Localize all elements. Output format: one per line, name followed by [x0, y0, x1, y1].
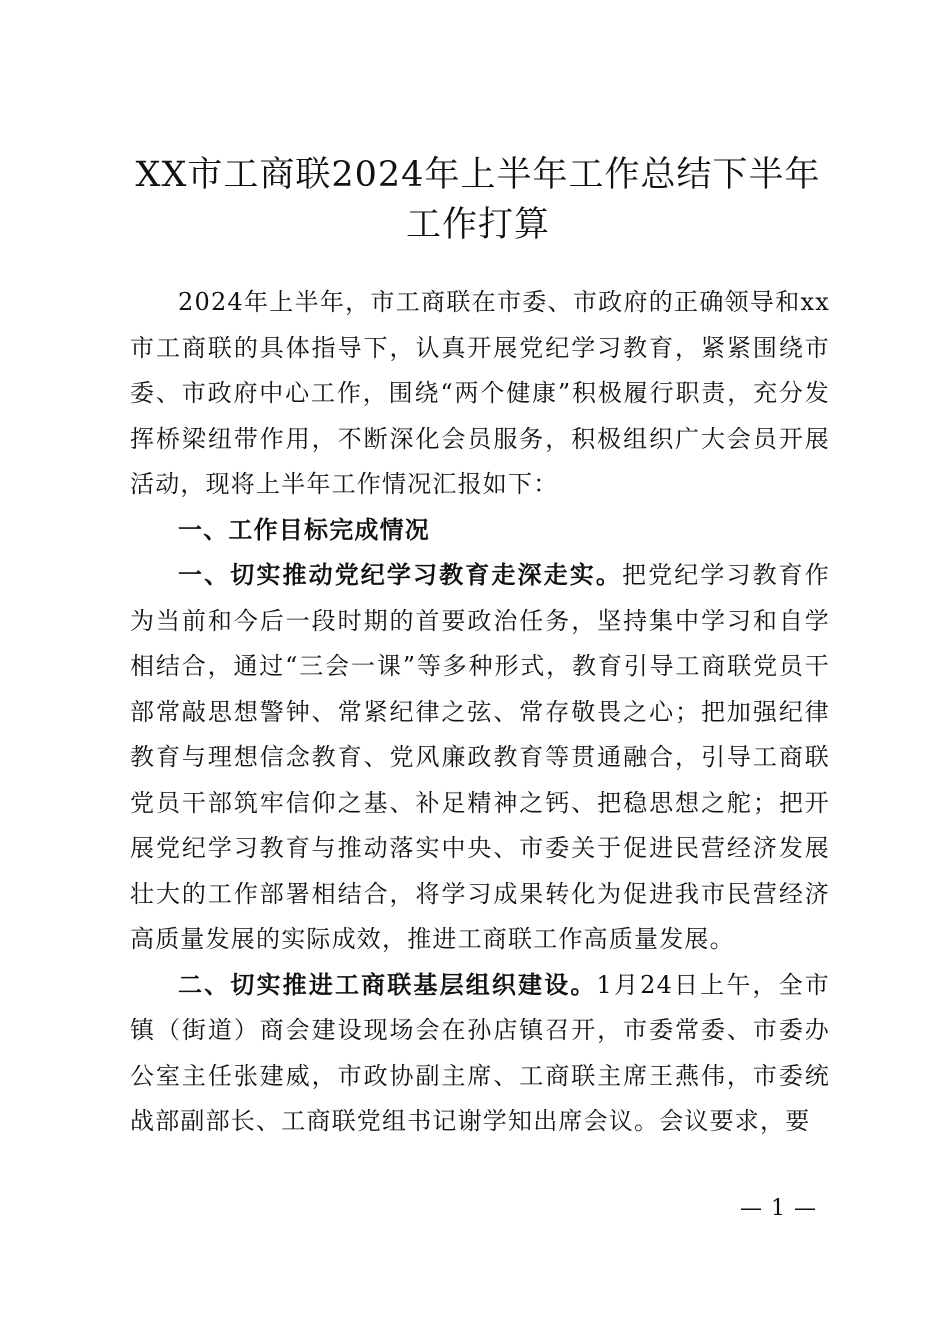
- document-title: XX市工商联2024年上半年工作总结下半年工作打算: [135, 155, 821, 245]
- item-text-2: 1月24日上午，全市镇（街道）商会建设现场会在孙店镇召开，市委常委、市委办公室主任张建威，市政协副主席、工商联主席王燕伟，市委统战部副部长、工商联党组书记谢学知出席会议。会议要求，要: [130, 970, 831, 1135]
- item-text-1: 把党纪学习教育作为当前和今后一段时期的首要政治任务，坚持集中学习和自学相结合，通过“三会一课”等多种形式，教育引导工商联党员干部常敲思想警钟、常紧纪律之弦、常存敬畏之心；把加强纪律教育与理想信念教育、党风廉政教育等贯通融合，引导工商联党员干部筑牢信仰之基、补足精神之钙、把稳思想之舵；把开展党纪学习教育与推动落实中央、市委关于促进民营经济发展壮大的工作部署相结合，将学习成果转化为促进我市民营经济高质量发展的实际成效，推进工商联工作高质量发展。: [130, 561, 830, 953]
- document-body: [130, 280, 830, 1145]
- item-paragraph-2: [130, 963, 830, 1145]
- intro-paragraph: 2024年上半年，市工商联在市委、市政府的正确领导和xx市工商联的具体指导下，认真开展党纪学习教育，紧紧围绕市委、市政府中心工作，围绕“两个健康”积极履行职责，充分发挥桥梁纽带作用，不断深化会员服务，积极组织广大会员开展活动，现将上半年工作情况汇报如下：: [130, 288, 830, 498]
- item-lead-1: 一、切实推动党纪学习教育走深走实。: [178, 561, 622, 589]
- item-paragraph-1: [130, 553, 830, 963]
- item-lead-2: 二、切实推进工商联基层组织建设。: [178, 970, 597, 999]
- page-number: — 1 —: [740, 1196, 817, 1221]
- section-heading: 一、工作目标完成情况: [178, 515, 430, 544]
